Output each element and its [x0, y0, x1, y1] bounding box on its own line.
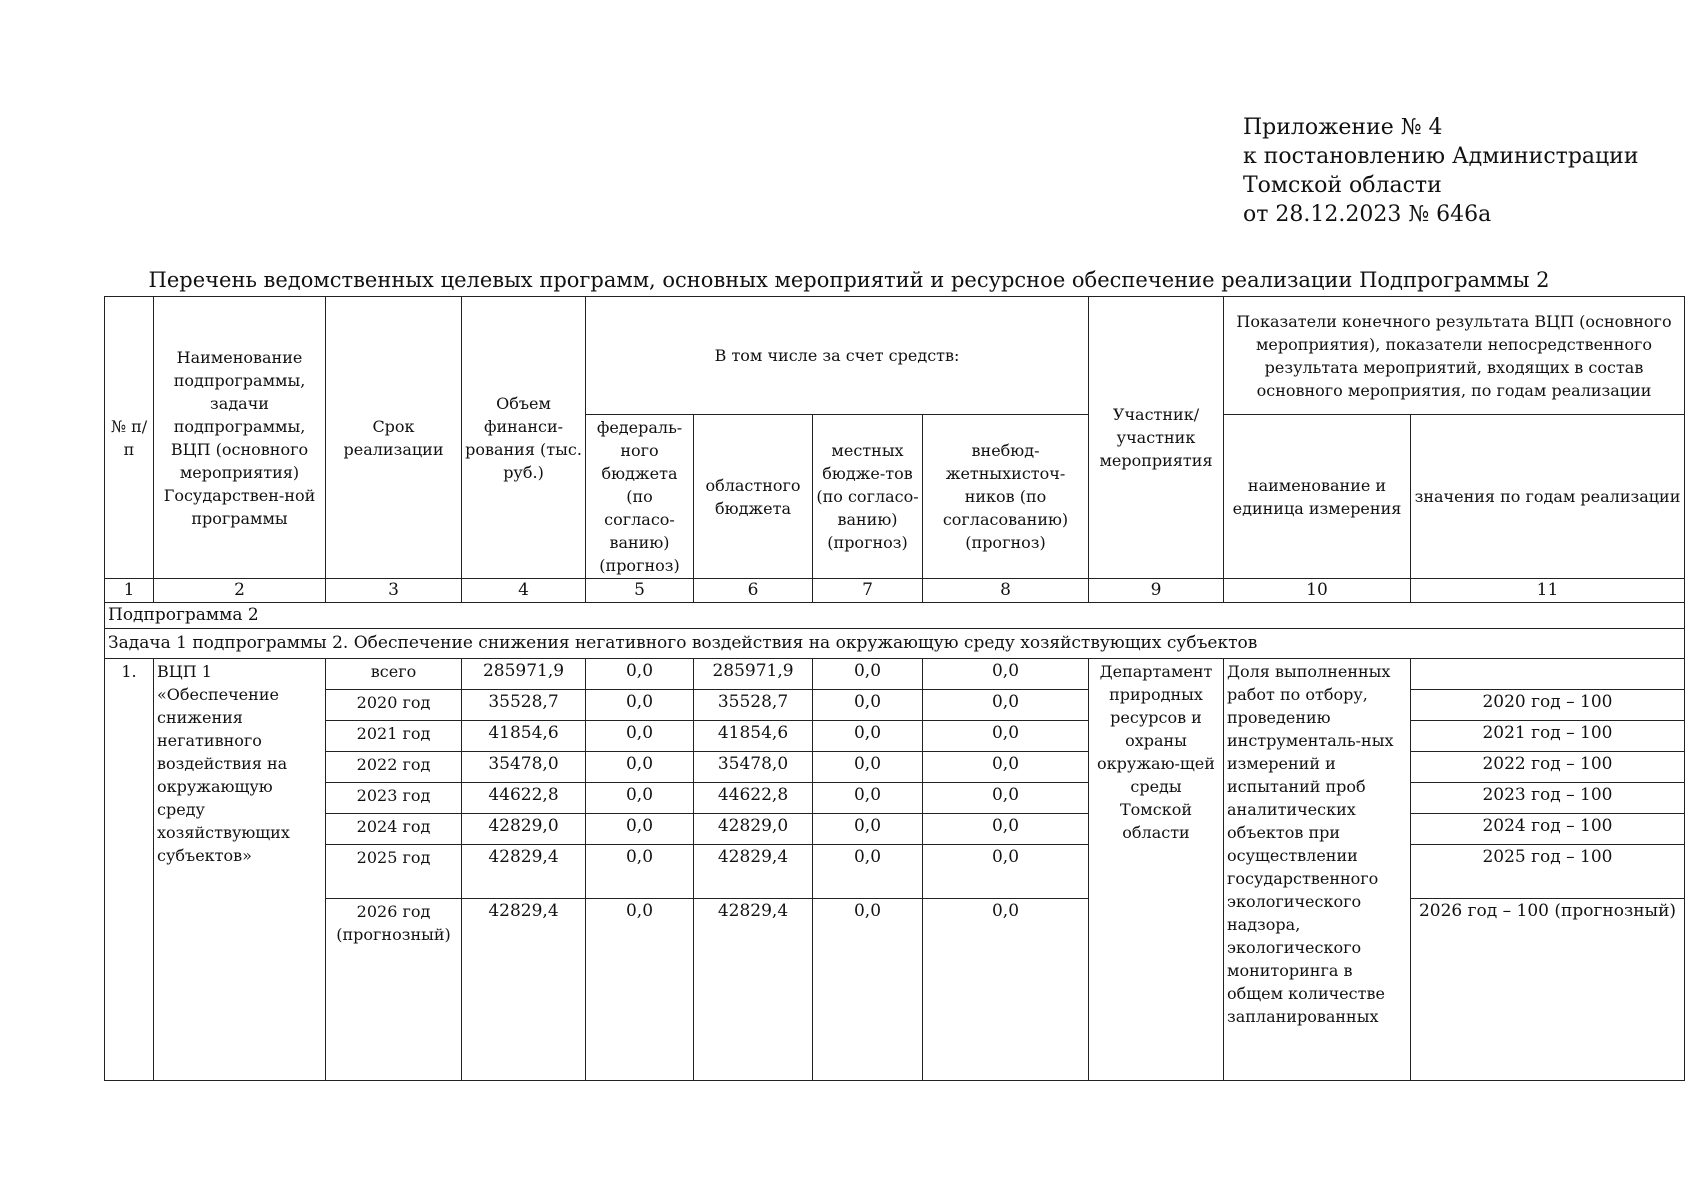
period-cell: 2025 год: [326, 845, 462, 899]
header-col-indicator-name: наименование и единица измерения: [1224, 415, 1411, 579]
local-cell: 0,0: [813, 659, 923, 690]
task-label: Задача 1 подпрограммы 2. Обеспечение снижения негативного воздействия на окружающую среду хозяйствующих субъектов: [105, 629, 1685, 659]
table-row: [105, 845, 1685, 899]
participant-cell: Департамент природных ресурсов и охраны окружаю-щей среды Томской области: [1089, 659, 1224, 1081]
total-cell: 285971,9: [462, 659, 586, 690]
column-number: 6: [694, 579, 813, 603]
regional-cell: 35528,7: [694, 690, 813, 721]
local-cell: 0,0: [813, 721, 923, 752]
regional-cell: 42829,0: [694, 814, 813, 845]
program-table: [104, 296, 1685, 1081]
total-cell: 42829,4: [462, 845, 586, 899]
regional-cell: 44622,8: [694, 783, 813, 814]
regional-cell: 42829,4: [694, 899, 813, 1081]
offbudget-cell: 0,0: [923, 783, 1089, 814]
indicator-value-cell: 2025 год – 100: [1411, 845, 1685, 899]
column-number: 8: [923, 579, 1089, 603]
total-cell: 42829,0: [462, 814, 586, 845]
total-cell: 42829,4: [462, 899, 586, 1081]
offbudget-cell: 0,0: [923, 752, 1089, 783]
period-cell: 2026 год (прогнозный): [326, 899, 462, 1081]
column-number-row: [105, 579, 1685, 603]
header-col-number: № п/п: [105, 297, 154, 579]
header-funds-group: В том числе за счет средств:: [586, 297, 1089, 415]
table-row: [105, 659, 1685, 690]
header-col-offbudget: внебюд-жетныхисточ-ников (по согласованию) (прогноз): [923, 415, 1089, 579]
column-number: 3: [326, 579, 462, 603]
header-col-name: Наименование подпрограммы, задачи подпрограммы, ВЦП (основного мероприятия) Государствен-ной программы: [154, 297, 326, 579]
local-cell: 0,0: [813, 752, 923, 783]
column-number: 11: [1411, 579, 1685, 603]
column-number: 1: [105, 579, 154, 603]
table-row: [105, 814, 1685, 845]
period-cell: всего: [326, 659, 462, 690]
header-col-local: местных бюдже-тов (по согласо-ванию) (прогноз): [813, 415, 923, 579]
regional-cell: 42829,4: [694, 845, 813, 899]
indicator-value-cell: 2022 год – 100: [1411, 752, 1685, 783]
federal-cell: 0,0: [586, 659, 694, 690]
federal-cell: 0,0: [586, 783, 694, 814]
period-cell: 2020 год: [326, 690, 462, 721]
federal-cell: 0,0: [586, 845, 694, 899]
indicator-value-cell: 2024 год – 100: [1411, 814, 1685, 845]
offbudget-cell: 0,0: [923, 899, 1089, 1081]
item-name: ВЦП 1 «Обеспечение снижения негативного воздействия на окружающую среду хозяйствующих субъектов»: [154, 659, 326, 1081]
header-col-federal: федераль-ного бюджета (по согласо-ванию) (прогноз): [586, 415, 694, 579]
indicator-value-cell: 2023 год – 100: [1411, 783, 1685, 814]
document-title: Перечень ведомственных целевых программ, основных мероприятий и ресурсное обеспечение реализации Подпрограммы 2: [148, 268, 1550, 292]
indicator-value-cell: 2020 год – 100: [1411, 690, 1685, 721]
local-cell: 0,0: [813, 690, 923, 721]
offbudget-cell: 0,0: [923, 721, 1089, 752]
column-number: 10: [1224, 579, 1411, 603]
approval-line-decree: к постановлению Администрации: [1243, 144, 1639, 169]
column-number: 9: [1089, 579, 1224, 603]
total-cell: 44622,8: [462, 783, 586, 814]
table-row: [105, 783, 1685, 814]
approval-line-region: Томской области: [1243, 173, 1442, 198]
header-indicators-group: Показатели конечного результата ВЦП (основного мероприятия), показатели непосредственного результата мероприятий, входящих в состав основного мероприятия, по годам реализации: [1224, 297, 1685, 415]
header-col-participant: Участник/ участник мероприятия: [1089, 297, 1224, 579]
regional-cell: 35478,0: [694, 752, 813, 783]
approval-line-appendix: Приложение № 4: [1243, 115, 1443, 140]
column-number: 7: [813, 579, 923, 603]
federal-cell: 0,0: [586, 899, 694, 1081]
federal-cell: 0,0: [586, 690, 694, 721]
approval-header: [1243, 113, 1683, 229]
indicator-value-cell: 2021 год – 100: [1411, 721, 1685, 752]
local-cell: 0,0: [813, 899, 923, 1081]
local-cell: 0,0: [813, 845, 923, 899]
column-number: 2: [154, 579, 326, 603]
approval-line-date: от 28.12.2023 № 646а: [1243, 202, 1492, 227]
offbudget-cell: 0,0: [923, 690, 1089, 721]
indicator-value-cell: [1411, 659, 1685, 690]
offbudget-cell: 0,0: [923, 845, 1089, 899]
regional-cell: 285971,9: [694, 659, 813, 690]
header-col-period: Срок реализации: [326, 297, 462, 579]
federal-cell: 0,0: [586, 752, 694, 783]
offbudget-cell: 0,0: [923, 659, 1089, 690]
period-cell: 2022 год: [326, 752, 462, 783]
total-cell: 35528,7: [462, 690, 586, 721]
column-number: 4: [462, 579, 586, 603]
local-cell: 0,0: [813, 814, 923, 845]
subprogram-label: Подпрограмма 2: [105, 603, 1685, 629]
indicator-value-cell: 2026 год – 100 (прогнозный): [1411, 899, 1685, 1081]
table-row: [105, 721, 1685, 752]
header-col-indicator-values: значения по годам реализации: [1411, 415, 1685, 579]
regional-cell: 41854,6: [694, 721, 813, 752]
item-number: 1.: [105, 659, 154, 1081]
offbudget-cell: 0,0: [923, 814, 1089, 845]
total-cell: 41854,6: [462, 721, 586, 752]
table-row: [105, 752, 1685, 783]
period-cell: 2023 год: [326, 783, 462, 814]
header-col-regional: областного бюджета: [694, 415, 813, 579]
local-cell: 0,0: [813, 783, 923, 814]
period-cell: 2024 год: [326, 814, 462, 845]
column-number: 5: [586, 579, 694, 603]
table-row: [105, 899, 1685, 1081]
indicator-name-cell: Доля выполненных работ по отбору, проведению инструменталь-ных измерений и испытаний проб аналитических объектов при осуществлении государственного экологического надзора, экологического мониторинга в общем количестве запланированных: [1224, 659, 1411, 1081]
table-row: [105, 690, 1685, 721]
federal-cell: 0,0: [586, 814, 694, 845]
federal-cell: 0,0: [586, 721, 694, 752]
period-cell: 2021 год: [326, 721, 462, 752]
header-col-total-funding: Объем финанси-рования (тыс. руб.): [462, 297, 586, 579]
total-cell: 35478,0: [462, 752, 586, 783]
